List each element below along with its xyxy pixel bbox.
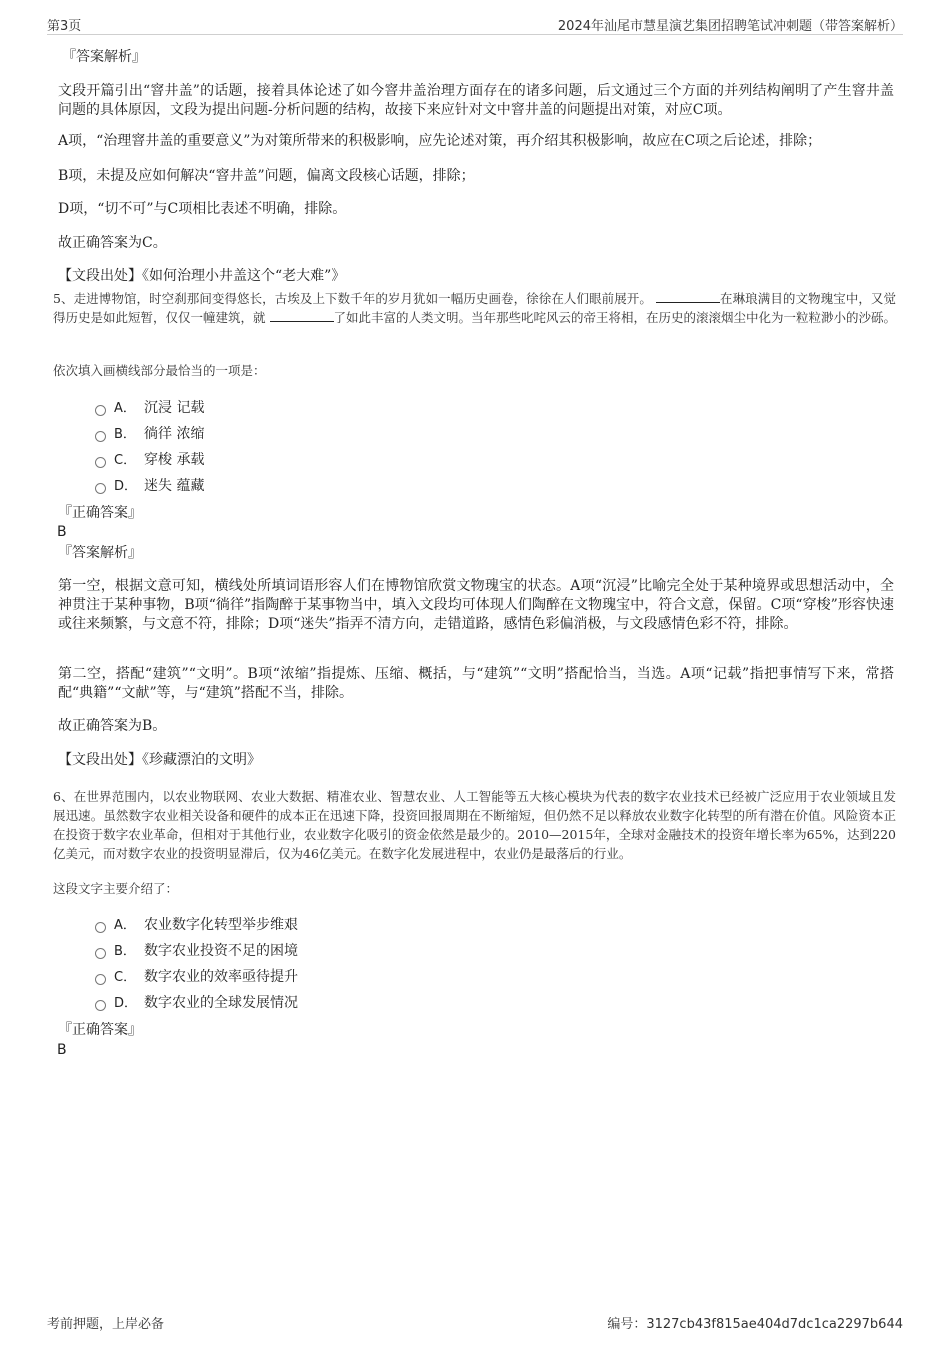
radio-icon[interactable]	[95, 948, 106, 959]
page-footer	[47, 1313, 903, 1333]
page-header	[47, 14, 903, 35]
radio-icon[interactable]	[95, 922, 106, 933]
analysis-paragraph: B项，未提及应如何解决“窨井盖”问题，偏离文段核心话题，排除；	[58, 168, 475, 184]
option-b[interactable]: B． 数字农业投资不足的困境	[95, 941, 298, 963]
option-d[interactable]: D． 迷失 蕴藏	[95, 476, 204, 498]
question-text: 5、走进博物馆，时空刹那间变得悠长，古埃及上下数千年的岁月犹如一幅历史画卷，徐徐在人们眼前展开。 在琳琅满目的文物瑰宝中，又觉得历史是如此短暂，仅仅一幢建筑，就 了如此丰富的人类文明。当年那些叱咤风云的帝王将相，在历史的滚滚烟尘中化为一粒粒渺小的沙砾。	[53, 291, 897, 325]
option-a[interactable]: A． 沉浸 记载	[95, 398, 204, 420]
question-text: 6、在世界范围内，以农业物联网、农业大数据、精准农业、智慧农业、人工智能等五大核心模块为代表的数字农业技术已经被广泛应用于农业领域且发展迅速。虽然数字农业相关设备和硬件的成本正在迅速下降，投资回报周期在不断缩短，但仍然不足以释放农业数字化转型的所有潜在价值。风险资本正在投资于数字农业革命，但相对于其他行业，农业数字化吸引的资金依然是最少的。2010—2015年，全球对金融技术的投资年增长率为65%，达到220亿美元，而对数字农业的投资明显滞后，仅为46亿美元。在数字化发展进程中，农业仍是最落后的行业。	[53, 789, 896, 861]
fill-blank	[656, 290, 720, 303]
analysis-label: 『答案解析』	[62, 49, 146, 65]
question-prompt: 这段文字主要介绍了：	[53, 881, 179, 896]
radio-icon[interactable]	[95, 405, 106, 416]
source-citation: 【文段出处】《如何治理小井盖这个“老大难”》	[58, 268, 346, 284]
conclusion: 故正确答案为B。	[58, 718, 167, 734]
answer-label: 『正确答案』	[58, 1022, 142, 1038]
analysis-paragraph: 文段开篇引出“窨井盖”的话题，接着具体论述了如今窨井盖治理方面存在的诸多问题，后文通过三个方面的并列结构阐明了产生窨井盖问题的具体原因，文段为提出问题-分析问题的结构，故接下来应针对文中窨井盖的问题提出对策，对应C项。	[58, 83, 894, 118]
answer-label: 『正确答案』	[58, 505, 142, 521]
source-citation: 【文段出处】《珍藏漂泊的文明》	[58, 752, 261, 768]
question-prompt: 依次填入画横线部分最恰当的一项是：	[53, 363, 266, 378]
radio-icon[interactable]	[95, 431, 106, 442]
option-a[interactable]: A． 农业数字化转型举步维艰	[95, 915, 298, 937]
page-number: 第3页	[47, 19, 82, 34]
analysis-paragraph: A项，“治理窨井盖的重要意义”为对策所带来的积极影响，应先论述对策，再介绍其积极影响，故应在C项之后论述，排除；	[58, 133, 822, 149]
footer-slogan: 考前押题，上岸必备	[47, 1317, 165, 1332]
radio-icon[interactable]	[95, 974, 106, 985]
analysis-paragraph: 第一空，根据文意可知，横线处所填词语形容人们在博物馆欣赏文物瑰宝的状态。A项“沉浸”比喻完全处于某种境界或思想活动中，全神贯注于某种事物，B项“徜徉”指陶醉于某事物当中，填入文段均可体现人们陶醉在文物瑰宝中，符合文意，保留。C项“穿梭”形容快速或往来频繁，与文意不符，排除；D项“迷失”指弄不清方向，走错道路，感情色彩偏消极，与文段感情色彩不符，排除。	[58, 578, 894, 632]
option-c[interactable]: C． 穿梭 承载	[95, 450, 204, 472]
fill-blank	[270, 309, 334, 322]
option-d[interactable]: D． 数字农业的全球发展情况	[95, 993, 298, 1015]
radio-icon[interactable]	[95, 1000, 106, 1011]
option-b[interactable]: B． 徜徉 浓缩	[95, 424, 204, 446]
radio-icon[interactable]	[95, 457, 106, 468]
document-title: 2024年汕尾市慧星演艺集团招聘笔试冲刺题（带答案解析）	[557, 19, 903, 34]
correct-answer: B	[57, 524, 67, 540]
analysis-paragraph: D项，“切不可”与C项相比表述不明确，排除。	[58, 201, 347, 217]
analysis-label: 『答案解析』	[58, 545, 142, 561]
conclusion: 故正确答案为C。	[58, 235, 167, 251]
option-c[interactable]: C． 数字农业的效率亟待提升	[95, 967, 298, 989]
correct-answer: B	[57, 1042, 67, 1058]
radio-icon[interactable]	[95, 483, 106, 494]
document-id: 编号：3127cb43f815ae404d7dc1ca2297b644	[607, 1317, 903, 1332]
analysis-paragraph: 第二空，搭配“建筑”“文明”。B项“浓缩”指提炼、压缩、概括，与“建筑”“文明”搭配恰当，当选。A项“记载”指把事情写下来，常搭配“典籍”“文献”等，与“建筑”搭配不当，排除。	[58, 666, 894, 701]
